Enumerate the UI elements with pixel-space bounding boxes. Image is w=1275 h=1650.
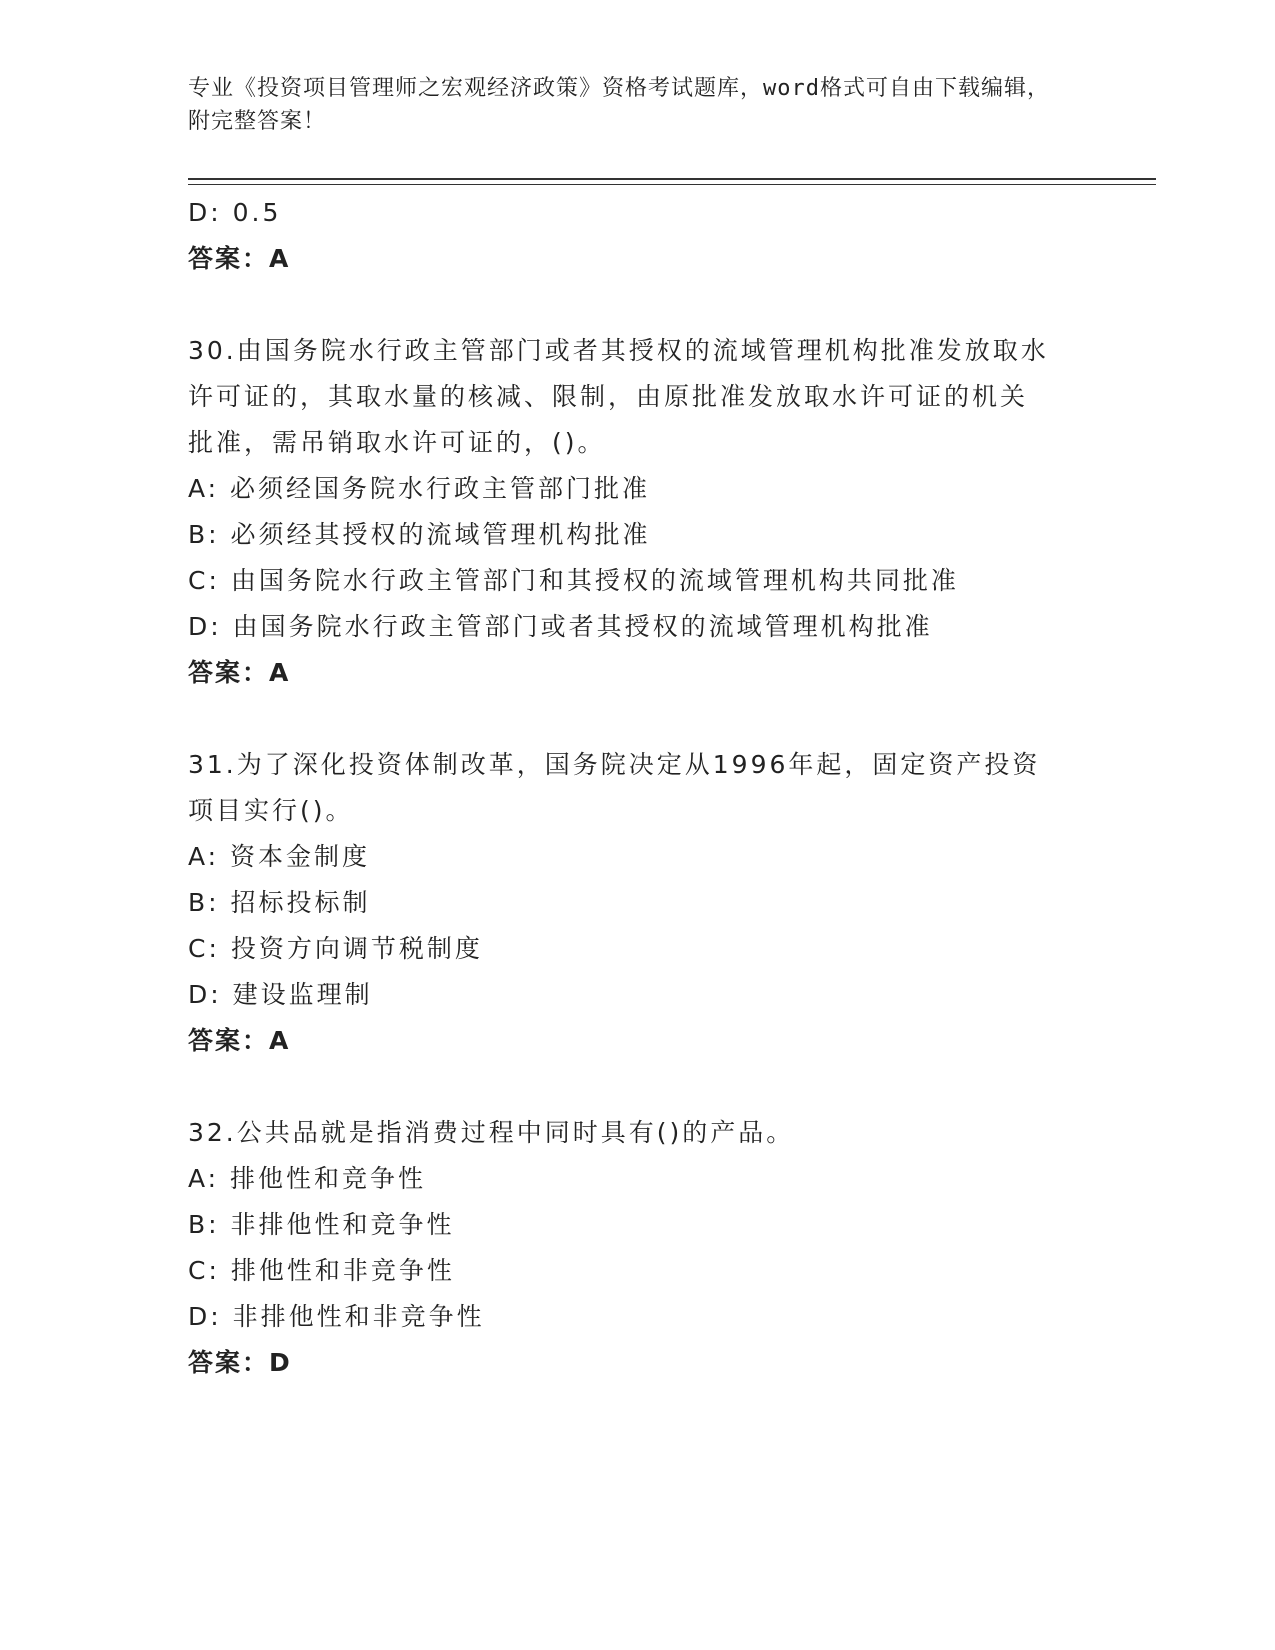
- question-31: [188, 742, 1088, 1064]
- question-stem-line: 31.为了深化投资体制改革，国务院决定从1996年起，固定资产投资: [188, 750, 1041, 779]
- option-c: C: 由国务院水行政主管部门和其授权的流域管理机构共同批准: [188, 566, 959, 595]
- answer-label: 答案：A: [188, 658, 291, 687]
- answer-label: 答案：D: [188, 1348, 292, 1377]
- question-stem: [188, 328, 1088, 466]
- question-stem-line: 批准，需吊销取水许可证的，()。: [188, 428, 606, 457]
- option-a: A: 必须经国务院水行政主管部门批准: [188, 474, 651, 503]
- option-a: A: 排他性和竞争性: [188, 1164, 427, 1193]
- question-stem: [188, 1110, 1088, 1156]
- question-stem-line: 许可证的，其取水量的核减、限制，由原批准发放取水许可证的机关: [188, 382, 1029, 411]
- question-30: [188, 328, 1088, 696]
- question-stem-line: 项目实行()。: [188, 796, 354, 825]
- answer-label: 答案：A: [188, 1026, 291, 1055]
- question-stem-line: 32.公共品就是指消费过程中同时具有()的产品。: [188, 1118, 795, 1147]
- answer-label: 答案：A: [188, 244, 291, 273]
- option-b: B: 必须经其授权的流域管理机构批准: [188, 520, 651, 549]
- document-header: 专业《投资项目管理师之宏观经济政策》资格考试题库，word格式可自由下载编辑，附完整答案！: [188, 76, 1050, 134]
- option-d: D: 0.5: [188, 198, 282, 227]
- option-b: B: 非排他性和竞争性: [188, 1210, 455, 1239]
- question-32: [188, 1110, 1088, 1386]
- previous-question-tail: [188, 190, 1088, 282]
- question-stem: [188, 742, 1088, 834]
- document-body: [188, 190, 1088, 1386]
- option-a: A: 资本金制度: [188, 842, 371, 871]
- header-divider-thin: [188, 184, 1156, 185]
- option-c: C: 投资方向调节税制度: [188, 934, 483, 963]
- option-d: D: 由国务院水行政主管部门或者其授权的流域管理机构批准: [188, 612, 933, 641]
- option-b: B: 招标投标制: [188, 888, 371, 917]
- option-c: C: 排他性和非竞争性: [188, 1256, 455, 1285]
- option-d: D: 建设监理制: [188, 980, 373, 1009]
- header-divider-thick: [188, 178, 1156, 180]
- question-stem-line: 30.由国务院水行政主管部门或者其授权的流域管理机构批准发放取水: [188, 336, 1049, 365]
- option-d: D: 非排他性和非竞争性: [188, 1302, 485, 1331]
